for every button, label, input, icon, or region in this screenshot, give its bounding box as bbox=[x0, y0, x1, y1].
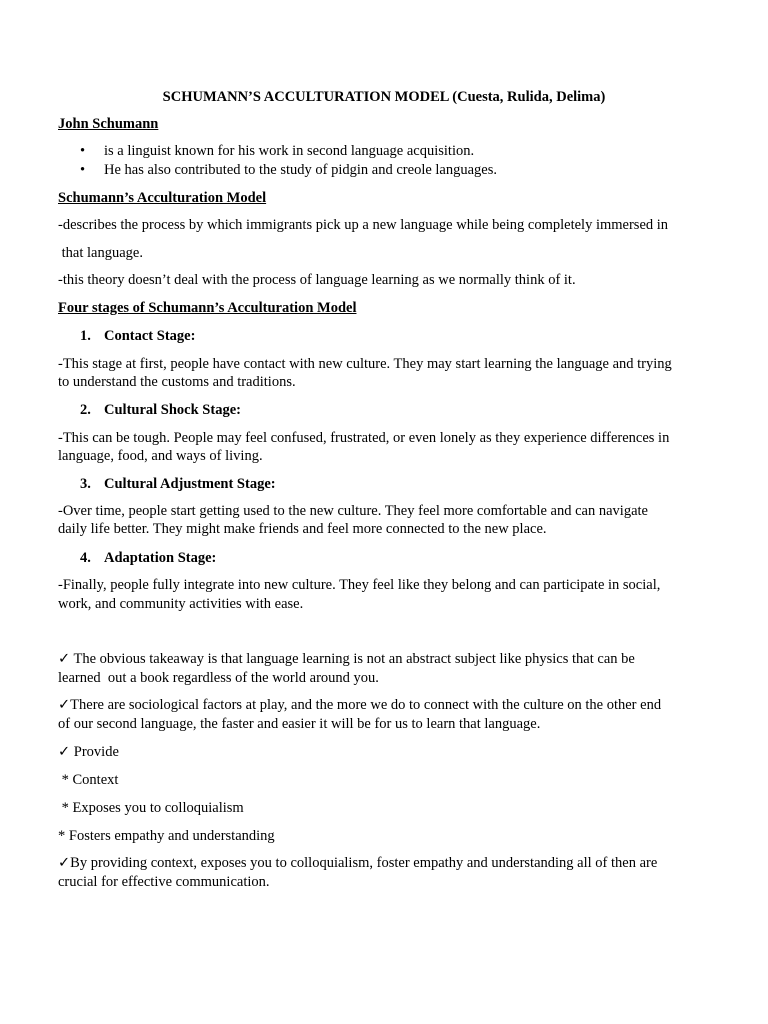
stage-number: 2. bbox=[80, 402, 91, 418]
stage-description-line: -This can be tough. People may feel confused, frustrated, or even lonely as they experience differences in bbox=[58, 430, 670, 446]
takeaway-line: of our second language, the faster and easier it will be for us to learn that language. bbox=[58, 716, 541, 732]
stage-description-line: -This stage at first, people have contact with new culture. They may start learning the language and trying bbox=[58, 356, 672, 372]
document-title: SCHUMANN’S ACCULTURATION MODEL (Cuesta, Rulida, Delima) bbox=[162, 89, 606, 105]
list-item bbox=[58, 161, 722, 180]
stage-heading bbox=[80, 327, 744, 346]
stage-name: Cultural Shock Stage: bbox=[104, 402, 241, 418]
stage-description-line: to understand the customs and traditions. bbox=[58, 374, 296, 390]
stage-description-line: daily life better. They might make friends and feel more connected to the new place. bbox=[58, 521, 547, 537]
stage-name: Contact Stage: bbox=[104, 328, 196, 344]
takeaway-line: ✓There are sociological factors at play, and the more we do to connect with the culture on the other end bbox=[58, 697, 662, 713]
takeaway-line: learned out a book regardless of the world around you. bbox=[58, 670, 379, 686]
bullet-icon: • bbox=[80, 161, 86, 178]
provide-label: ✓ Provide bbox=[58, 744, 119, 760]
stage-heading bbox=[80, 475, 744, 494]
stage-number: 4. bbox=[80, 550, 91, 566]
bullet-text: He has also contributed to the study of pidgin and creole languages. bbox=[104, 161, 498, 178]
heading-acculturation-model: Schumann’s Acculturation Model bbox=[58, 190, 267, 206]
heading-four-stages: Four stages of Schumann’s Acculturation Model bbox=[58, 300, 357, 316]
stage-heading bbox=[80, 549, 744, 568]
takeaway-line: ✓By providing context, exposes you to colloquialism, foster empathy and understanding all of then are bbox=[58, 855, 658, 871]
stage-number: 1. bbox=[80, 328, 91, 344]
paragraph: -this theory doesn’t deal with the process of language learning as we normally think of it. bbox=[58, 272, 576, 288]
bullet-icon: • bbox=[80, 143, 86, 159]
takeaway-line: crucial for effective communication. bbox=[58, 874, 270, 890]
stage-description-line: -Finally, people fully integrate into new culture. They feel like they belong and can participate in social, bbox=[58, 577, 661, 593]
paragraph-line: that language. bbox=[58, 245, 143, 261]
list-item: * Context bbox=[58, 772, 119, 788]
stage-heading bbox=[80, 401, 744, 420]
paragraph-line: -describes the process by which immigrants pick up a new language while being completely immersed in bbox=[58, 217, 669, 233]
list-item: * Exposes you to colloquialism bbox=[58, 800, 244, 816]
stage-description-line: work, and community activities with ease. bbox=[58, 596, 304, 612]
heading-john-schumann: John Schumann bbox=[58, 116, 159, 132]
list-item bbox=[58, 142, 722, 161]
bullet-list bbox=[58, 142, 722, 179]
stage-number: 3. bbox=[80, 476, 91, 492]
stage-name: Cultural Adjustment Stage: bbox=[104, 476, 276, 492]
list-item: * Fosters empathy and understanding bbox=[58, 828, 275, 844]
stage-description-line: language, food, and ways of living. bbox=[58, 448, 263, 464]
bullet-text: is a linguist known for his work in second language acquisition. bbox=[104, 143, 475, 159]
stage-name: Adaptation Stage: bbox=[104, 550, 217, 566]
takeaway-line: ✓ The obvious takeaway is that language learning is not an abstract subject like physics that can be bbox=[58, 651, 635, 667]
stage-description-line: -Over time, people start getting used to the new culture. They feel more comfortable and can navigate bbox=[58, 503, 648, 519]
